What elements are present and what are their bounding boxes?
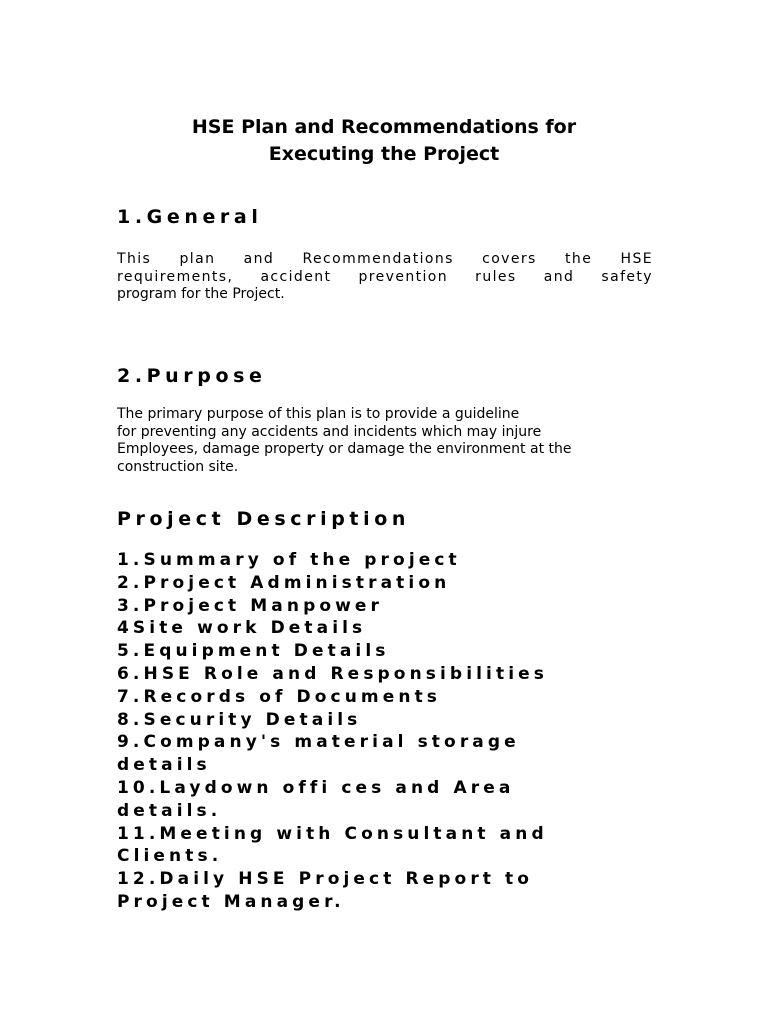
purpose-paragraph-line: Employees, damage property or damage the environment at the bbox=[117, 441, 572, 457]
list-item: 2.Project Administration bbox=[117, 572, 451, 593]
list-item: 5.Equipment Details bbox=[117, 641, 390, 662]
purpose-paragraph-line: construction site. bbox=[117, 458, 239, 475]
general-paragraph-line: program for the Project. bbox=[117, 286, 285, 302]
purpose-paragraph-line: The primary purpose of this plan is to provide a guideline bbox=[117, 406, 520, 422]
section-heading-purpose: 2.Purpose bbox=[117, 365, 267, 387]
general-paragraph-line: This plan and Recommendations covers the HSE bbox=[117, 251, 653, 267]
list-item: 4Site work Details bbox=[117, 618, 367, 639]
list-item: 10.Laydown offi ces and Area bbox=[117, 777, 515, 798]
section-heading-general: 1.General bbox=[117, 206, 263, 228]
document-title-line-2: Executing the Project bbox=[268, 143, 500, 165]
purpose-paragraph-line: for preventing any accidents and incidents which may injure bbox=[117, 423, 542, 440]
list-item: 9.Company's material storage bbox=[117, 732, 520, 753]
purpose-paragraph bbox=[117, 406, 653, 476]
list-item: details bbox=[117, 755, 211, 776]
list-item: 3.Project Manpower bbox=[117, 595, 384, 616]
list-item: Project Manager. bbox=[117, 891, 345, 912]
list-item: 8.Security Details bbox=[117, 709, 362, 730]
project-description-list bbox=[117, 549, 657, 914]
general-paragraph-line: requirements, accident prevention rules and safety bbox=[117, 268, 653, 285]
list-item: 11.Meeting with Consultant and bbox=[117, 823, 548, 844]
section-heading-project-description: Project Description bbox=[117, 508, 410, 530]
list-item: details. bbox=[117, 800, 222, 821]
list-item: 6.HSE Role and Responsibilities bbox=[117, 663, 548, 684]
list-item: Clients. bbox=[117, 846, 223, 867]
document-title-line-1: HSE Plan and Recommendations for bbox=[191, 116, 577, 138]
document-title bbox=[0, 114, 768, 168]
general-paragraph bbox=[117, 251, 653, 304]
list-item: 7.Records of Documents bbox=[117, 686, 442, 707]
list-item: 1.Summary of the project bbox=[117, 550, 461, 570]
list-item: 12.Daily HSE Project Report to bbox=[117, 869, 534, 890]
